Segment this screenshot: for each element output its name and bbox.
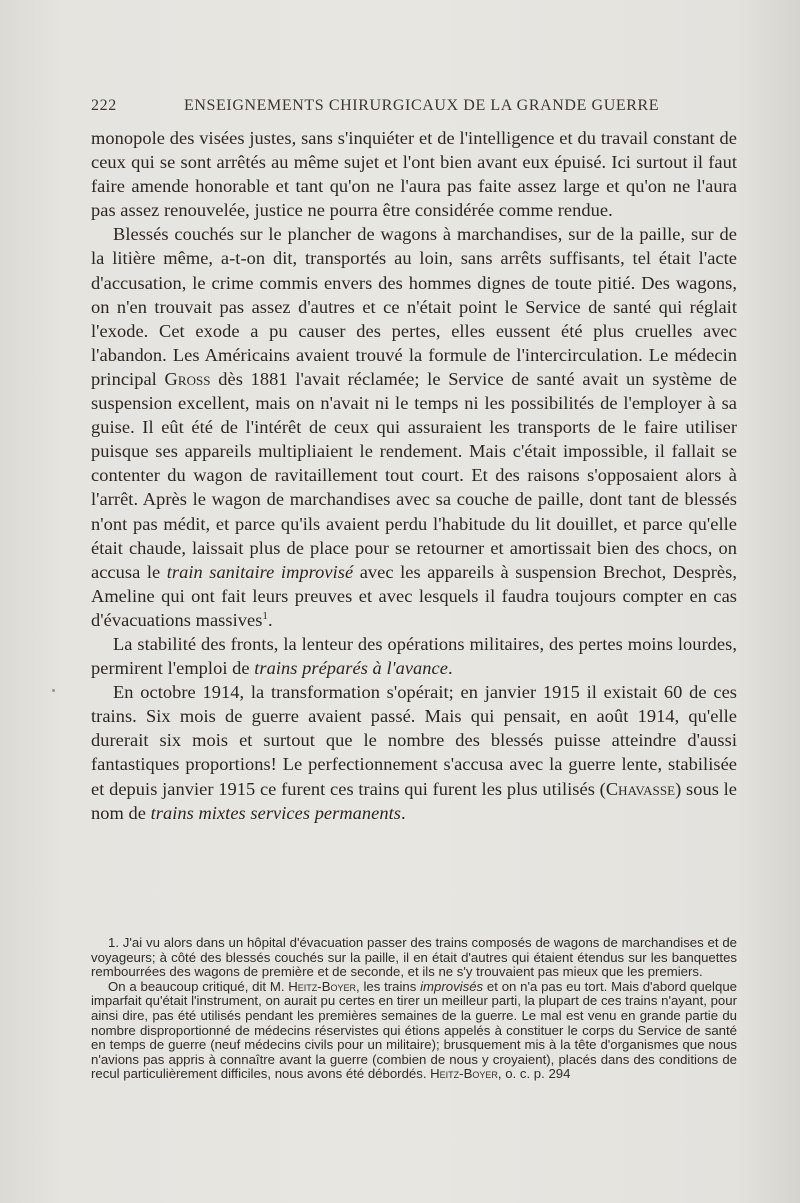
emphasis-train-sanitaire: train sanitaire improvisé xyxy=(166,561,354,582)
footnote-1: 1. J'ai vu alors dans un hôpital d'évacuation passer des trains composés de wagons de marchandises et de voyageurs; à côté des blessés couchés sur la paille, il en était d'autres qui étaient étendus sur les banquettes rembourrées des wagons de première et de seconde, et ils ne s'y trouvaient pas mieux que les premiers. xyxy=(91,935,737,980)
text-run: et on n'a pas eu tort. Mais d'abord quelque imparfait qu'était l'instrument, on aurait pu certes en tirer un meilleur parti, la plupart de ces trains n'ayant, pour ainsi dire, pas été utilisés pendant les premières semaines de la guerre. Le mal est venu en grande partie du nombre disproportionné de médecins réservistes qui étions appelés à constituer le corps du Service de santé en temps de guerre (neuf médecins civils pour un militaire); brusquement mis à la tête d'organismes que nous n'avions pas appris à connaître avant la guerre (combien de nous y croyaient), placés dans des conditions de recul particulièrement difficiles, nous avons été débordés. xyxy=(91,978,737,1082)
author-name-heitz-boyer: Heitz-Boyer xyxy=(288,978,356,994)
margin-speck xyxy=(52,689,55,692)
footnote-1-continued xyxy=(91,980,737,1082)
footnotes xyxy=(91,936,737,1082)
text-run: . xyxy=(447,658,453,679)
main-text xyxy=(91,126,737,825)
text-run: , les trains xyxy=(356,978,421,994)
text-run: On a beaucoup critiqué, dit M. xyxy=(108,978,289,994)
author-name-gross: Gross xyxy=(164,368,211,389)
text-run: . xyxy=(267,609,273,630)
text-run: Blessés couchés sur le plancher de wagons à marchandises, sur de la paille, sur de la litière même, a-t-on dit, transportés au loin, sans arrêts suffisants, tel était l'acte d'accusation, le crime commis envers des hommes dignes de toute pitié. Des wagons, on n'en trouvait pas assez d'autres et ce n'était point le Service de santé qui réglait l'exode. Cet exode a pu causer des pertes, elles eussent été plus cruelles avec l'abandon. Les Américains avaient trouvé la formule de l'intercirculation. Le médecin principal xyxy=(91,224,737,389)
page-number: 222 xyxy=(91,97,117,114)
text-run: La stabilité des fronts, la lenteur des opérations militaires, des pertes moins lourdes, permirent l'emploi de xyxy=(91,633,737,679)
footnote-ref-1: 1 xyxy=(262,609,268,622)
paragraph-3 xyxy=(91,632,737,680)
paragraph-1: monopole des visées justes, sans s'inquiéter et de l'intelligence et du travail constant de ceux qui se sont arrêtés au même sujet et l'ont bien avant eux épuisé. Ici surtout il faut faire amende honorable et tant qu'on ne l'aura pas faite assez large et qu'on ne l'aura pas assez renouvelée, justice ne pourra être considérée comme rendue. xyxy=(91,128,737,221)
running-title: ENSEIGNEMENTS CHIRURGICAUX DE LA GRANDE GUERRE xyxy=(184,97,660,114)
text-run: ) sous le nom de xyxy=(91,778,737,823)
text-run: . xyxy=(401,802,406,823)
author-name-chavasse: Chavasse xyxy=(605,778,676,799)
emphasis-trains-prepares: trains préparés à l'avance xyxy=(254,658,448,679)
citation-ref: , o. c. p. 294 xyxy=(497,1066,571,1082)
emphasis-improvises: improvisés xyxy=(420,978,484,994)
author-name-heitz-boyer-ref: Heitz-Boyer xyxy=(430,1066,498,1082)
text-run: dès 1881 l'avait réclamée; le Service de santé avait un système de suspension excellent, mais on n'avait ni le temps ni les possibilités de l'employer à sa guise. Il eût été de l'intérêt de ceux qui assuraient les transports de le faire utiliser puisque ses appareils multipliaient le rendement. Mais c'était impossible, il fallait se contenter du wagon de ravitaillement tout court. Et des raisons s'opposaient alors à l'arrêt. Après le wagon de marchandises avec sa couche de paille, dont tant de blessés n'ont pas médit, et parce qu'ils avaient perdu l'habitude du lit douillet, et parce qu'elle était chaude, laissait plus de place pour se retourner et amortissait bien des chocs, on accusa le xyxy=(91,368,737,582)
text-run: En octobre 1914, la transformation s'opérait; en janvier 1915 il existait 60 de ces trains. Six mois de guerre avaient passé. Mais qui pensait, en août 1914, qu'elle durerait six mois et surtout que le nombre des blessés puisse atteindre d'aussi fantastiques proportions! Le perfectionnement s'accusa avec la guerre lente, stabilisée et depuis janvier 1915 ce furent ces trains qui furent les plus utilisés ( xyxy=(91,682,737,799)
text-run: avec les appareils à suspension Brechot, Desprès, Ameline qui ont fait leurs preuves et avec lesquels il faudra toujours compter en cas d'évacuations massives xyxy=(91,561,737,630)
emphasis-trains-mixtes: trains mixtes services permanents xyxy=(150,802,401,823)
paragraph-4 xyxy=(91,680,737,825)
paragraph-2 xyxy=(91,222,737,632)
